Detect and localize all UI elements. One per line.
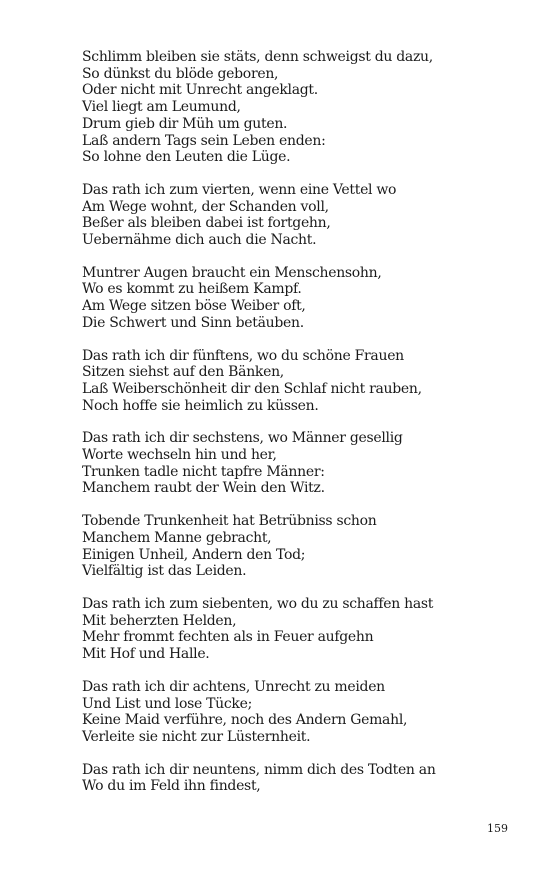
verse-line: Sitzen siehst auf den Bänken, bbox=[82, 364, 284, 381]
stanza bbox=[82, 513, 522, 580]
verse-line: Worte wechseln hin und her, bbox=[82, 447, 277, 464]
verse-line: Trunken tadle nicht tapfre Männer: bbox=[82, 463, 325, 480]
verse-line: Tobende Trunkenheit hat Betrübniss schon bbox=[82, 513, 377, 530]
stanza bbox=[82, 679, 522, 746]
verse-line: Muntrer Augen braucht ein Menschensohn, bbox=[82, 264, 382, 281]
verse-line: Am Wege wohnt, der Schanden voll, bbox=[82, 198, 329, 215]
poem-text bbox=[82, 49, 522, 811]
verse-line: Drum gieb dir Müh um guten. bbox=[82, 115, 288, 132]
verse-line: Wo du im Feld ihn findest, bbox=[82, 778, 261, 795]
verse-line: Mehr frommt fechten als in Feuer aufgehn bbox=[82, 629, 374, 646]
verse-line: Oder nicht mit Unrecht angeklagt. bbox=[82, 82, 318, 99]
verse-line: Das rath ich dir neuntens, nimm dich des Todten an bbox=[82, 761, 436, 778]
verse-line: Viel liegt am Leumund, bbox=[82, 99, 241, 116]
verse-line: Das rath ich dir achtens, Unrecht zu meiden bbox=[82, 678, 385, 695]
verse-line: Laß Weiberschönheit dir den Schlaf nicht rauben, bbox=[82, 380, 422, 397]
verse-line: So dünkst du blöde geboren, bbox=[82, 65, 279, 82]
verse-line: Manchem raubt der Wein den Witz. bbox=[82, 480, 325, 497]
verse-line: Noch hoffe sie heimlich zu küssen. bbox=[82, 397, 319, 414]
verse-line: Das rath ich dir fünftens, wo du schöne Frauen bbox=[82, 347, 404, 364]
verse-line: Laß andern Tags sein Leben enden: bbox=[82, 132, 326, 149]
stanza bbox=[82, 762, 522, 795]
stanza bbox=[82, 49, 522, 166]
stanza bbox=[82, 596, 522, 663]
verse-line: Das rath ich dir sechstens, wo Männer gesellig bbox=[82, 430, 403, 447]
verse-line: Einigen Unheil, Andern den Tod; bbox=[82, 546, 306, 563]
stanza bbox=[82, 265, 522, 332]
page-number: 159 bbox=[487, 822, 508, 835]
verse-line: Schlimm bleiben sie stäts, denn schweigst du dazu, bbox=[82, 49, 433, 65]
verse-line: Verleite sie nicht zur Lüsternheit. bbox=[82, 728, 311, 745]
stanza bbox=[82, 430, 522, 497]
verse-line: Am Wege sitzen böse Weiber oft, bbox=[82, 298, 306, 315]
verse-line: Mit beherzten Helden, bbox=[82, 612, 237, 629]
verse-line: Die Schwert und Sinn betäuben. bbox=[82, 314, 304, 331]
verse-line: Das rath ich zum siebenten, wo du zu schaffen hast bbox=[82, 595, 434, 612]
verse-line: Uebernähme dich auch die Nacht. bbox=[82, 232, 317, 249]
verse-line: Wo es kommt zu heißem Kampf. bbox=[82, 281, 302, 298]
stanza bbox=[82, 348, 522, 415]
verse-line: Vielfältig ist das Leiden. bbox=[82, 563, 247, 580]
stanza bbox=[82, 182, 522, 249]
verse-line: Und List und lose Tücke; bbox=[82, 695, 253, 712]
verse-line: Beßer als bleiben dabei ist fortgehn, bbox=[82, 215, 331, 232]
verse-line: Mit Hof und Halle. bbox=[82, 646, 210, 663]
verse-line: Keine Maid verführe, noch des Andern Gemahl, bbox=[82, 712, 408, 729]
verse-line: So lohne den Leuten die Lüge. bbox=[82, 149, 291, 166]
verse-line: Manchem Manne gebracht, bbox=[82, 529, 272, 546]
verse-line: Das rath ich zum vierten, wenn eine Vettel wo bbox=[82, 181, 397, 198]
